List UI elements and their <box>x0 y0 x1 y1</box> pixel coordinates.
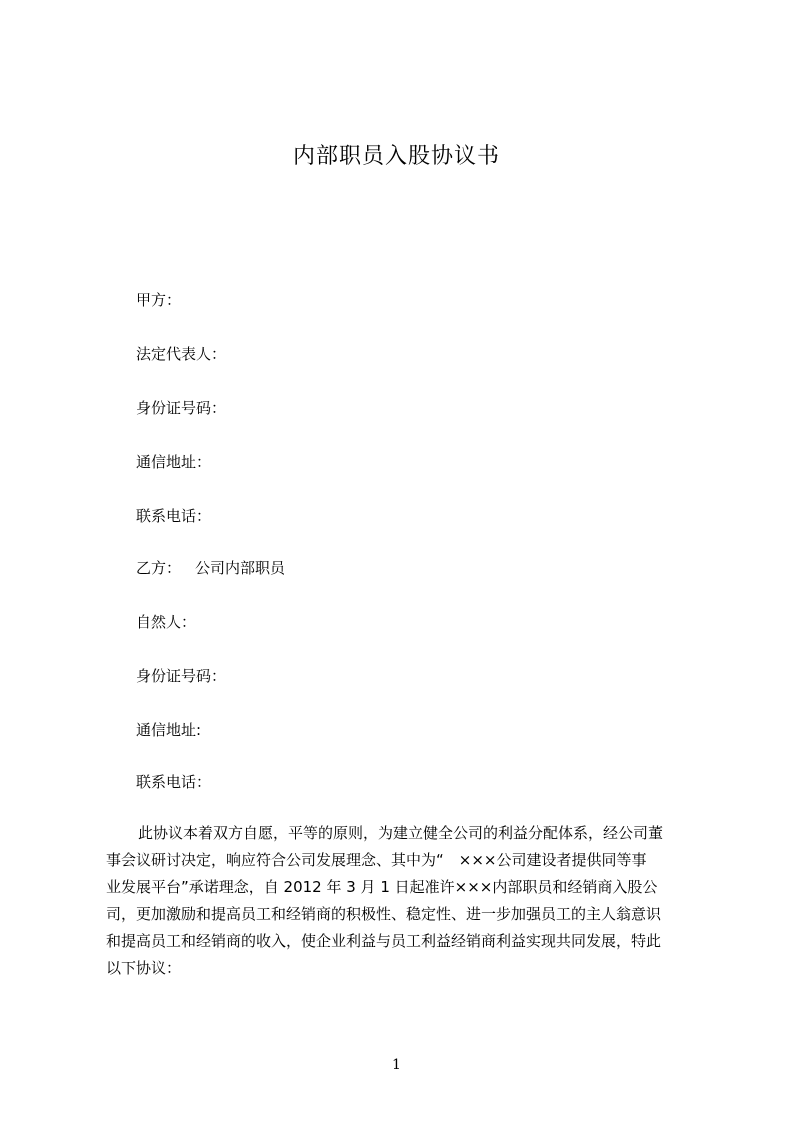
page-number: 1 <box>392 1057 401 1073</box>
paragraph-line: 事会议研讨决定，响应符合公司发展理念、其中为“ ×××公司建设者提供同等事 <box>106 851 647 869</box>
party-b-address-label: 通信地址: <box>136 721 202 739</box>
party-a-legal-rep-label: 法定代表人： <box>136 345 227 363</box>
party-b-id-label: 身份证号码： <box>136 667 227 685</box>
paragraph-line: 和提高员工和经销商的收入，使企业利益与员工利益经销商利益实现共同发展，特此 <box>106 932 662 950</box>
party-b-person-label: 自然人： <box>136 613 197 631</box>
party-b-phone-label: 联系电话： <box>136 773 212 791</box>
paragraph-line: 此协议本着双方自愿，平等的原则，为建立健全公司的利益分配体系，经公司董 <box>138 824 664 842</box>
agreement-paragraph <box>106 820 698 982</box>
party-a-label: 甲方： <box>136 291 182 309</box>
party-a-address-label: 通信地址： <box>136 453 212 471</box>
party-b-value: 公司内部职员 <box>195 559 286 577</box>
party-a-id-label: 身份证号码： <box>136 399 227 417</box>
party-b-row <box>136 557 285 579</box>
document-title: 内部职员入股协议书 <box>292 144 500 169</box>
paragraph-line: 以下协议： <box>106 959 182 977</box>
paragraph-line: 司，更加激励和提高员工和经销商的积极性、稳定性、进一步加强员工的主人翁意识 <box>106 905 662 923</box>
party-b-label: 乙方： <box>136 559 182 577</box>
party-a-phone-label: 联系电话： <box>136 507 212 525</box>
paragraph-line: 业发展平台”承诺理念，自 2012 年 3 月 1 日起准许×××内部职员和经销商入股公 <box>106 878 658 896</box>
